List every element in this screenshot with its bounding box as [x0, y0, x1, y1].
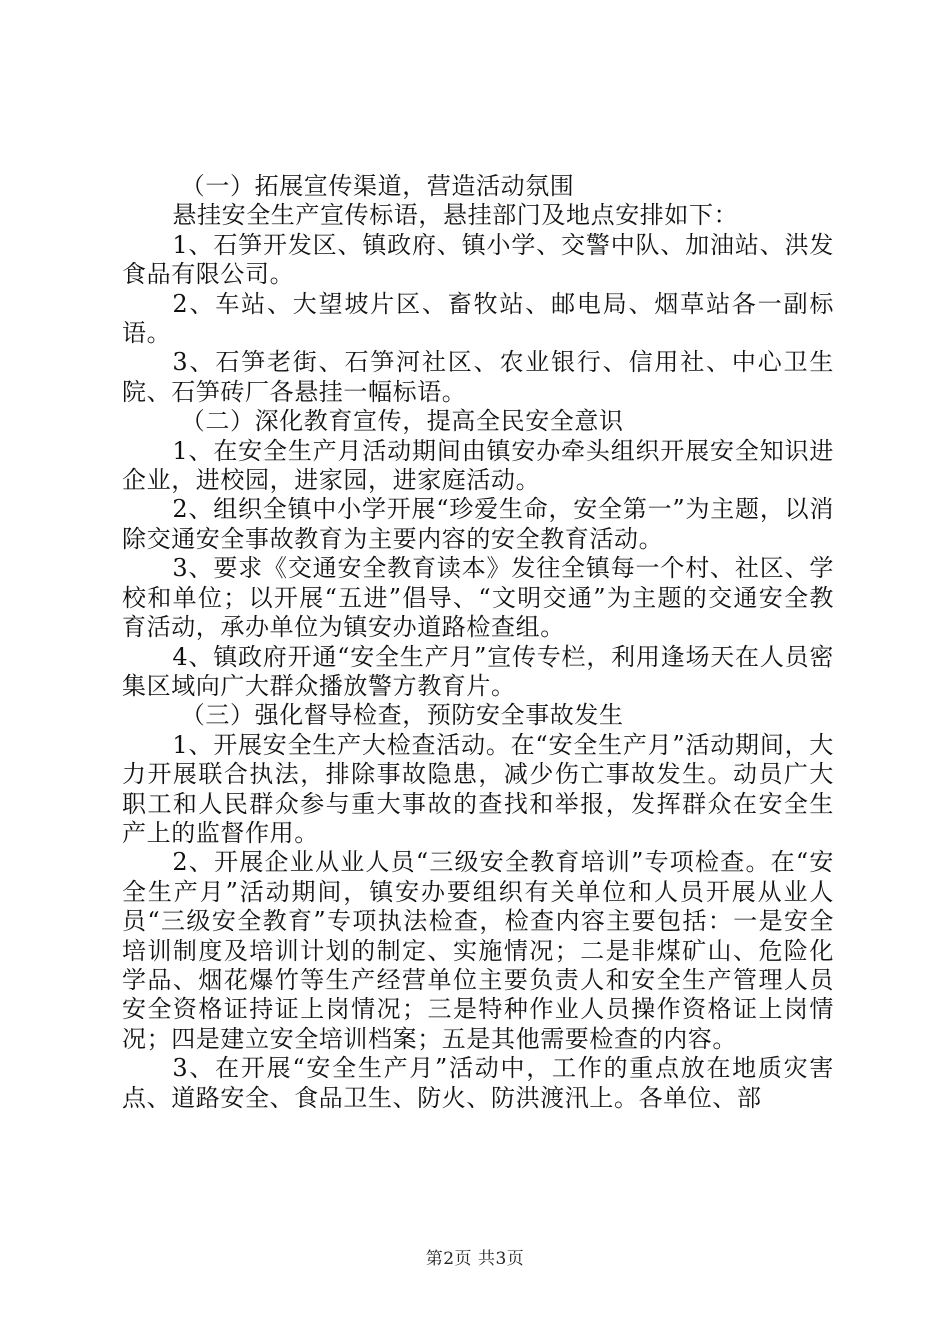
paragraph: 4、镇政府开通“安全生产月”宣传专栏，利用逢场天在人员密集区域向广大群众播放警方教育片。: [122, 642, 834, 700]
paragraph: 1、石笋开发区、镇政府、镇小学、交警中队、加油站、洪发食品有限公司。: [122, 230, 834, 289]
section-heading-2: （二）深化教育宣传，提高全民安全意识: [180, 407, 624, 436]
page-number-footer: 第2页 共3页: [425, 1249, 525, 1269]
paragraph: 3、在开展“安全生产月”活动中，工作的重点放在地质灾害点、道路安全、食品卫生、防火、防洪渡汛上。各单位、部: [122, 1054, 834, 1112]
paragraph: 1、开展安全生产大检查活动。在“安全生产月”活动期间，大力开展联合执法，排除事故隐患，减少伤亡事故发生。动员广大职工和人民群众参与重大事故的查找和举报，发挥群众在安全生产上的监督作用。: [122, 730, 834, 847]
paragraph: 1、在安全生产月活动期间由镇安办牵头组织开展安全知识进企业，进校园，进家园，进家庭活动。: [122, 436, 834, 495]
section-heading-1: （一）拓展宣传渠道，营造活动氛围: [180, 172, 575, 200]
paragraph: 3、石笋老街、石笋河社区、农业银行、信用社、中心卫生院、石笋砖厂各悬挂一幅标语。: [122, 348, 834, 406]
paragraph: 2、组织全镇中小学开展“珍爱生命，安全第一”为主题，以消除交通安全事故教育为主要内容的安全教育活动。: [122, 495, 834, 553]
paragraph: 悬挂安全生产宣传标语，悬挂部门及地点安排如下：: [172, 201, 739, 230]
section-heading-3: （三）强化督导检查，预防安全事故发生: [180, 701, 624, 730]
paragraph: 3、要求《交通安全教育读本》发往全镇每一个村、社区、学校和单位；以开展“五进”倡导、“文明交通”为主题的交通安全教育活动，承办单位为镇安办道路检查组。: [122, 554, 834, 642]
paragraph: 2、车站、大望坡片区、畜牧站、邮电局、烟草站各一副标语。: [122, 289, 834, 348]
paragraph: 2、开展企业从业人员“三级安全教育培训”专项检查。在“安全生产月”活动期间，镇安办要组织有关单位和人员开展从业人员“三级安全教育”专项执法检查，检查内容主要包括：一是安全培训制度及培训计划的制定、实施情况；二是非煤矿山、危险化学品、烟花爆竹等生产经营单位主要负责人和安全生产管理人员安全资格证持证上岗情况；三是特种作业人员操作资格证上岗情况；四是建立安全培训档案；五是其他需要检查的内容。: [122, 848, 834, 1053]
document-body: [122, 172, 834, 1113]
